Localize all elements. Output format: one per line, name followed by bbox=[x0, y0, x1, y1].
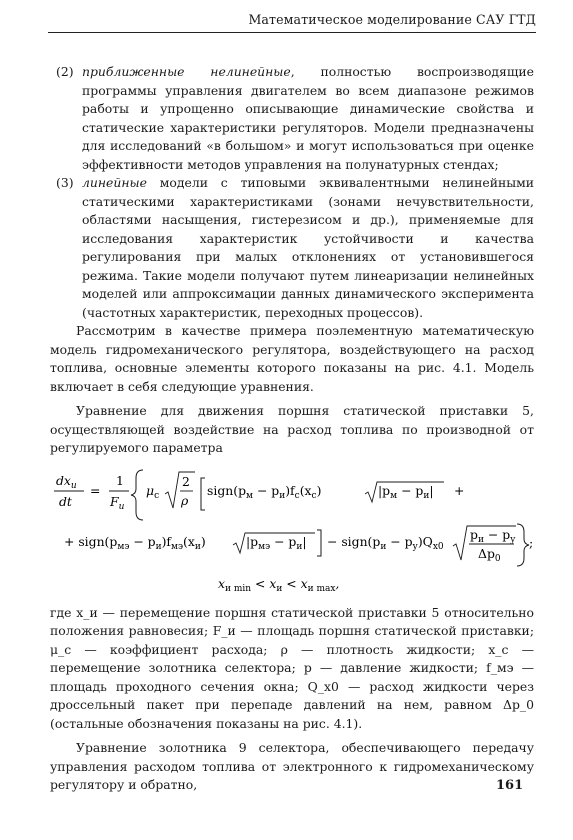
list-item-term: линейные bbox=[82, 175, 147, 190]
eq-frac-den: $\Delta p_0$ bbox=[478, 545, 501, 564]
list-item-number: (3) bbox=[56, 175, 74, 190]
eq-line1-sqrt: $|p_м - p_и|$ bbox=[378, 482, 434, 501]
eq-line2-term: − $sign(p_и - p_у)Q_{x0}$ bbox=[327, 533, 444, 552]
eq-bracket-left bbox=[201, 478, 205, 510]
equation-block bbox=[50, 458, 534, 604]
equation-svg bbox=[50, 458, 534, 604]
eq-lhs-num: $dx_и$ bbox=[56, 472, 77, 491]
page-content bbox=[50, 63, 534, 795]
body-paragraph: Рассмотрим в качестве примера поэлементную математическую модель гидромеханического регулятора, воздействующего на расход топлива, основные элементы которого показаны на рис. 4.1. Модель включает в себя следующие уравнения. bbox=[50, 323, 534, 394]
eq-plus: + bbox=[454, 482, 465, 498]
eq-bracket-right bbox=[317, 530, 321, 556]
eq-coef-num: 1 bbox=[116, 472, 124, 488]
eq-brace-right bbox=[517, 524, 529, 566]
eq-sqrt-num: 2 bbox=[182, 473, 190, 489]
list-item-text: модели с типовыми эквивалентными нелинейными статическими характеристиками (зонами нечувствительности, областями насыщения, гистерезисом и др.), применяемые для исследования характеристик устойчивости и качества регулирования при малых отклонениях от установившегося режима. Такие модели получают путем линеаризации нелинейных моделей или аппроксимации данных динамического эксперимента (частотных характеристик, переходных процессов). bbox=[82, 175, 534, 320]
eq-line1-term: $sign(p_м - p_и)f_с(x_с)$ bbox=[207, 482, 322, 501]
eq-sqrt-den: ρ bbox=[181, 492, 189, 508]
list-item-term: приближенные нелинейные bbox=[82, 64, 291, 79]
eq-frac-num: $p_и - p_у$ bbox=[470, 526, 516, 545]
list-item-text: , полностью воспроизводящие программы управления двигателем во всем диапазоне режимов работы и упрощенно описывающие динамические свойства и статические характеристики регуляторов. Модели предназначены для исследований «в большом» и могут использоваться при оценке эффективности методов управления на полунатурных стендах; bbox=[82, 64, 534, 172]
eq-line2-term: + $sign(p_{мэ} - p_и)f_{мэ}(x_и)$ bbox=[64, 533, 206, 552]
body-paragraph: где x_и — перемещение поршня статической приставки 5 относительно положения равновесия; F_и — площадь поршня статической приставки; μ_с — коэффициент расхода; ρ — плотность жидкости; x_с — перемещение золотника селектора; p — давление жидкости; f_мэ — площадь проходного сечения окна; Q_x0 — расход жидкости через дроссельный пакет при перепаде давлений на нем, равном Δp_0 (остальные обозначения показаны на рис. 4.1). bbox=[50, 604, 534, 731]
list-item bbox=[50, 174, 534, 322]
eq-sqrt-sign bbox=[165, 472, 195, 508]
eq-brace-left bbox=[131, 470, 143, 520]
body-paragraph: Уравнение для движения поршня статической приставки 5, осуществляющей воздействие на расход топлива по производной от регулируемого параметра bbox=[50, 403, 534, 455]
eq-lhs-den: dt bbox=[59, 493, 72, 509]
eq-constraint: $x_{и min} < x_и < x_{и max}$, bbox=[218, 575, 340, 594]
page-number: 161 bbox=[496, 778, 524, 793]
list-item-number: (2) bbox=[56, 64, 74, 79]
running-header: Математическое моделирование САУ ГТД bbox=[248, 12, 536, 27]
header-rule bbox=[48, 32, 536, 33]
eq-semicolon: ; bbox=[529, 534, 534, 550]
eq-coef-den: $F_и$ bbox=[110, 493, 125, 512]
list-item bbox=[50, 63, 534, 174]
eq-line2-sqrt: $|p_{мэ} - p_и|$ bbox=[246, 533, 307, 552]
eq-mu: $\mu_с$ bbox=[146, 482, 160, 501]
eq-equals: = bbox=[90, 482, 101, 498]
body-paragraph: Уравнение золотника 9 селектора, обеспечивающего передачу управления расходом топлива от электронного к гидромеханическому регулятору и обратно, bbox=[50, 740, 534, 792]
